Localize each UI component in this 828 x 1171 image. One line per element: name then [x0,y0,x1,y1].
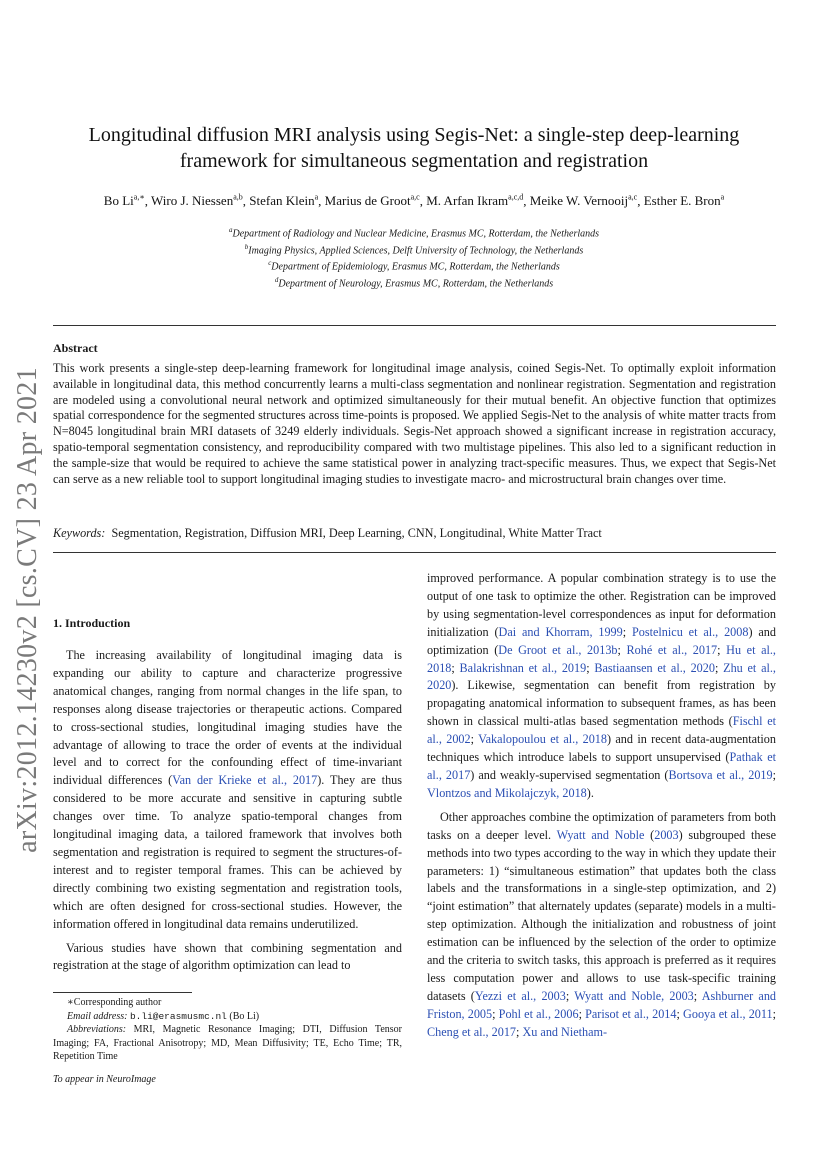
author-name: M. Arfan Ikram$^{a,c,d}$ [426,193,524,209]
citation-link[interactable]: Gooya et al., 2011 [683,1006,773,1021]
email-owner: (Bo Li) [229,1010,260,1022]
affiliation-mark: c [268,259,272,268]
citation-link[interactable]: Pohl et al., 2006 [498,1006,579,1021]
email-label: Email address: [67,1010,128,1022]
footnote-abbreviations [53,1023,402,1064]
abstract-text: This work presents a single-step deep-learning framework for longitudinal image analysis, coined Segis-Net. To optimally exploit information available in longitudinal data, this method concurrently learns a multi-class segmentation and nonlinear registration. Segmentation and registration are modeled using a convolutional neural network and optimized simultaneously for their mutual benefit. An objective function that optimizes spatial correspondence for the segmented structures across time-points is proposed. We applied Segis-Net to the analysis of white matter tracts from N=8045 longitudinal brain MRI datasets of 3249 elderly individuals. Segis-Net approach showed a significant increase in registration accuracy, spatio-temporal segmentation consistency, and reproducibility compared with two multistage pipelines. This also led to a significant reduction in the sample-size that would be required to achieve the same statistical power in analyzing tract-specific measures. Thus, we expect that Segis-Net can serve as a new reliable tool to support longitudinal imaging studies to investigate macro- and microstructural brain changes over time. [53,361,776,486]
citation-link[interactable]: Bortsova et al., 2019 [668,767,773,782]
journal-note: To appear in NeuroImage [53,1074,156,1085]
author-name: Marius de Groot$^{a,c}$ [324,193,420,209]
right-column [427,570,776,1042]
abbreviations-text: MRI, Magnetic Resonance Imaging; DTI, Diffusion Tensor Imaging; FA, Fractional Anisotropy; MD, Mean Diffusivity; TE, Echo Time; TR, Repetition Time [53,1024,402,1063]
top-divider [53,325,776,326]
affiliation: $^a$Department of Radiology and Nuclear Medicine, Erasmus MC, Rotterdam, the Netherlands [228,226,600,240]
arxiv-identifier: arXiv:2012.14230v2 [cs.CV] 23 Apr 2021 [12,367,43,853]
citation-link[interactable]: Zhu et al., 2020 [427,660,776,693]
author-name: Bo $Li^{a,∗}$ [103,193,145,209]
citation-link[interactable]: Wyatt and Noble, 2003 [574,988,694,1003]
abbreviations-label: Abbreviations: [67,1024,127,1036]
citation-link[interactable]: Vakalopoulou et al., 2018 [478,732,607,747]
affiliation: $^d$Department of Neurology, Erasmus MC, Rotterdam, the Netherlands [274,275,554,290]
affiliation-mark: d [274,275,279,284]
footnote-email [53,1010,402,1024]
left-column [53,647,402,975]
footnote-corresponding: ∗Corresponding author [67,997,162,1008]
author-affiliation-mark: a,∗ [133,193,145,202]
citation-link[interactable]: Van der Krieke et al., 2017 [172,773,318,788]
email-link[interactable]: b.li@erasmusmc.nl [129,1010,227,1022]
abstract-bottom-divider [53,552,776,553]
intro-paragraph-2: Various studies have shown that combining segmentation and registration at the stage of algorithm optimization can lead to [53,940,402,973]
abstract-heading: Abstract [53,341,98,355]
citation-link[interactable]: Parisot et al., 2014 [585,1006,677,1021]
keywords [53,526,776,541]
author-name: Meike W. Vernooij$^{a,c}$ [529,193,638,209]
citation-link[interactable]: Vlontzos and Mikolajczyk, 2018 [427,785,587,800]
citation-link[interactable]: De Groot et al., 2013b [498,642,618,657]
affiliation-mark: b [244,242,249,251]
intro-paragraph-3: improved performance. A popular combination strategy is to use the output of one task to optimize the other. Registration can be improved by using segmentation-level correspondences as input for deformation initialization (Dai and Khorram, 1999; Postelnicu et al., 2008) and optimization (De Groot et al., 2013b; Rohé et al., 2017; Hu et al., 2018; Balakrishnan et al., 2019; Bastiaansen et al., 2020; Zhu et al., 2020). Likewise, segmentation can benefit from registration by propagating anatomical information to subsequent frames, as has been shown in classical multi-atlas based segmentation methods (Fischl et al., 2002; Vakalopoulou et al., 2018) and in recent data-augmentation techniques which introduce labels to support unsupervised (Pathak et al., 2017) and weakly-supervised segmentation (Bortsova et al., 2019; Vlontzos and Mikolajczyk, 2018). [427,571,776,800]
footnote-divider [53,992,192,993]
citation-link[interactable]: Hu et al., 2018 [427,642,776,675]
keywords-label: Keywords: [53,526,106,540]
affiliation-list [100,224,728,291]
paper-title [60,122,768,174]
citation-link[interactable]: Xu and Nietham- [522,1024,608,1039]
author-affiliation-mark: a [314,193,319,202]
author-affiliation-mark: a,b [233,193,243,202]
section-heading-introduction: 1. Introduction [53,616,131,630]
author-affiliation-mark: a,c [628,193,638,202]
citation-link[interactable]: Fischl et al., 2002 [427,714,776,747]
citation-link[interactable]: 2003 [654,827,679,842]
author-name: Wiro J. Niessen$^{a,b}$ [151,193,243,209]
citation-link[interactable]: Wyatt and Noble [556,827,645,842]
citation-link[interactable]: Yezzi et al., 2003 [474,988,566,1003]
author-affiliation-mark: a,c [410,193,420,202]
author-list: Bo $Li^{a,∗}$, Wiro J. Niessen$^{a,b}$, Stefan Klein$^a$, Marius de Groot$^{a,c}$, M. Arfan Ikram$^{a,c,d}$, Meike W. Vernooij$^{a,c}$, Esther E. Bron$^a$ [103,193,725,209]
citation-link[interactable]: Pathak et al., 2017 [427,750,776,782]
citation-link[interactable]: Dai and Khorram, 1999 [498,624,623,639]
author-name: Esther E. Bron$^a$ [643,193,725,209]
arxiv-sidebar [0,340,56,880]
citation-link[interactable]: Bastiaansen et al., 2020 [594,660,715,675]
keywords-text: Segmentation, Registration, Diffusion MRI, Deep Learning, CNN, Longitudinal, White Matter Tract [111,526,602,540]
author-name: Stefan Klein$^a$ [249,193,319,209]
title-line-2: framework for simultaneous segmentation and registration [179,150,649,172]
citation-link[interactable]: Ashburner and Friston, 2005 [427,988,777,1021]
affiliation: $^c$Department of Epidemiology, Erasmus MC, Rotterdam, the Netherlands [268,259,560,273]
author-affiliation-mark: a [720,193,725,202]
intro-paragraph-1: The increasing availability of longitudinal imaging data is expanding our ability to capture and characterize progressive anatomical changes, ranging from normal changes in the life span, to responses along disease trajectories or therapeutic actions. Compared to cross-sectional studies, longitudinal imaging studies have the advantage of allowing to trace the order of events at the individual level and to correct for the confounding effect of time-invariant individual differences (Van der Krieke et al., 2017). They are thus considered to be more accurate and sensitive in capturing subtle changes over time. To analyze spatio-temporal changes from longitudinal imaging data, a tailored framework that involves both segmentation and registration is required to segment the structures-of-interest and to register temporal frames. This can be achieved by directly combining two existing segmentation and registration tools, which are often designed for cross-sectional studies. However, the information offered in longitudinal data remains underutilized. [53,648,402,931]
author-affiliation-mark: a,c,d [508,193,524,202]
citation-link[interactable]: Balakrishnan et al., 2019 [459,660,587,675]
affiliation-mark: a [228,226,233,234]
citation-link[interactable]: Cheng et al., 2017 [427,1024,517,1039]
footnotes [53,996,402,1064]
affiliation: $^b$Imaging Physics, Applied Sciences, Delft University of Technology, the Netherlands [244,242,584,256]
citation-link[interactable]: Rohé et al., 2017 [626,642,718,657]
citation-link[interactable]: Postelnicu et al., 2008 [632,624,749,639]
intro-paragraph-4: Other approaches combine the optimization of parameters from both tasks on a deeper level. Wyatt and Noble (2003) subgrouped these methods into two types according to the way in which they update their parameters: 1) “simultaneous estimation” that updates both the class labels and the transformations in a single-step optimization, and 2) “joint estimation” that alternately updates (separate) models in a multi-step optimization. Although the initialization and robustness of joint estimation can be influenced by the selection of the order to optimize and the criteria to switch tasks, this approach is preferred as it requires less computation power and allows to use task-specific training datasets (Yezzi et al., 2003; Wyatt and Noble, 2003; Ashburner and Friston, 2005; Pohl et al., 2006; Parisot et al., 2014; Gooya et al., 2011; Cheng et al., 2017; Xu and Nietham- [427,809,777,1039]
title-line-1: Longitudinal diffusion MRI analysis using Segis-Net: a single-step deep-learning [88,124,740,146]
